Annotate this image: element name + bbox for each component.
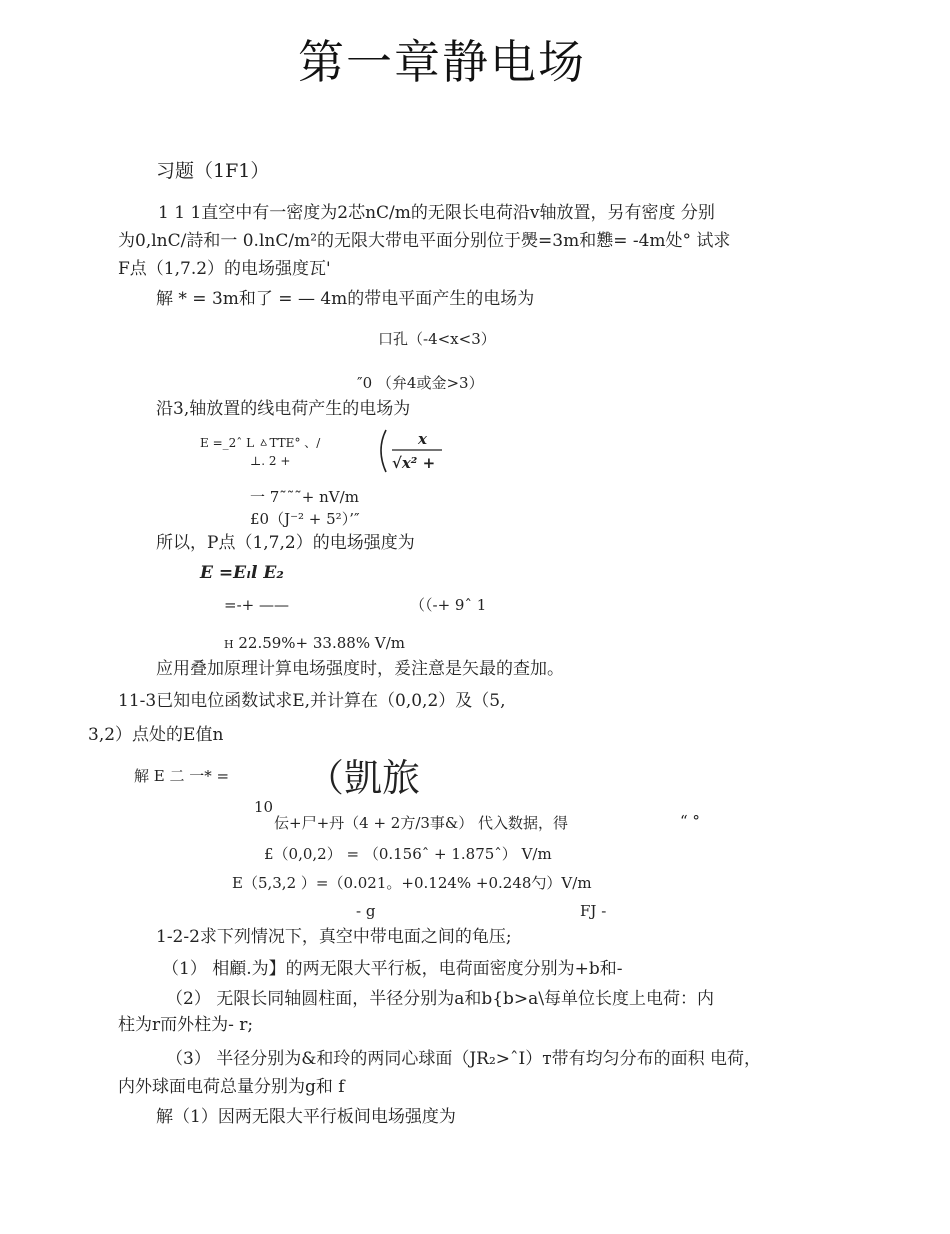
equation-line-field-b: ⊥. 2 +: [250, 454, 291, 468]
problem-1-line-1: 1 1 1直空中有一密度为2芯nC/m的无限长电荷沿v轴放置，另有密度 分别: [158, 203, 715, 223]
equation-field-point-1: £（0,0,2） = （0.156ˆ + 1.875ˆ） V/m: [264, 845, 552, 863]
equation-gradient: 伝+尸+丹（4 + 2方/3事&） 代入数据，得: [274, 814, 569, 832]
problem-2-line-2: 3,2）点处的E值n: [88, 725, 224, 745]
solution-3-intro: 解（1）因两无限大平行板间电场强度为: [156, 1107, 456, 1127]
problem-3-case-1: （1） 相顧.为】的两无限大平行板，电荷面密度分别为+b和-: [162, 959, 623, 979]
total-field-text: 所以，P点（1,7,2）的电场强度为: [156, 533, 415, 553]
fraction-numerator: x: [418, 430, 427, 448]
problem-3-case-2-line-1: （2） 无限长同轴圆柱面，半径分别为a和b{b>a\每单位长度上电荷：内: [166, 989, 715, 1009]
stray-g-mark: - g: [356, 902, 376, 920]
equation-plane-field: 口孔（-4<x<3）: [378, 330, 496, 348]
stray-fj-mark: FJ -: [580, 902, 607, 920]
problem-2-line-1: 11-3已知电位函数试求E,并计算在（0,0,2）及（5,: [118, 691, 506, 711]
problem-1-line-2: 为0,lnC/詩和一 0.lnC/m²的无限大带电平面分别位于爂=3m和戁= -4m处° 试求: [118, 231, 731, 251]
problem-1-line-3: F点（1,7.2）的电场强度瓦': [118, 259, 331, 279]
equation-result-prefix: H: [224, 638, 234, 651]
equation-line-denominator: £0（J⁻² + 5²）’″: [250, 510, 360, 528]
problem-3-case-3-line-2: 内外球面电荷总量分别为g和 f: [118, 1077, 345, 1097]
fraction-denominator: √x² +: [392, 454, 436, 472]
solution-2-large-symbol: （凱旅: [306, 756, 421, 800]
equation-sum-b: （（-+ 9ˆ 1: [410, 596, 487, 614]
solution-2-intro: 解 E 二 一* =: [134, 767, 230, 785]
exponent-ten: 10: [254, 798, 274, 816]
problem-3-heading: 1-2-2求下列情况下，真空中带电面之间的龟压;: [156, 927, 512, 947]
solution-1-intro: 解 * = 3m和了 = — 4m的带电平面产生的电场为: [156, 289, 535, 309]
equation-superposition: E =Eₗl E₂: [200, 563, 284, 583]
section-heading: 习题（1F1）: [156, 160, 270, 182]
stray-quote-mark: “ °: [680, 812, 700, 830]
superposition-note: 应用叠加原理计算电场强度时，爰注意是矢最的查加。: [156, 659, 564, 679]
equation-line-result: 一 7˜˜˜+ nV/m: [250, 488, 359, 506]
equation-sum-a: =-+ ——: [224, 596, 289, 614]
equation-line-field-a: E =_2ˆ L ㅿTTE° 、/: [200, 436, 321, 450]
problem-3-case-3-line-1: （3） 半径分别为&和玲的两同心球面（JR₂>ˆI）ᴛ带有均匀分布的面积 电荷，: [166, 1049, 762, 1069]
line-charge-text: 沿3,轴放置的线电荷产生的电场为: [156, 399, 411, 419]
problem-3-case-2-line-2: 柱为r而外柱为- r;: [118, 1015, 254, 1035]
equation-plane-field-outside: ″0 （弁4或金>3）: [357, 374, 484, 392]
equation-result: 22.59%+ 33.88% V/m: [233, 634, 405, 652]
page-title: 第一章静电场: [298, 35, 586, 89]
equation-field-point-2: E（5,3,2 ）=（0.021。+0.124% +0.248勺）V/m: [232, 874, 592, 892]
